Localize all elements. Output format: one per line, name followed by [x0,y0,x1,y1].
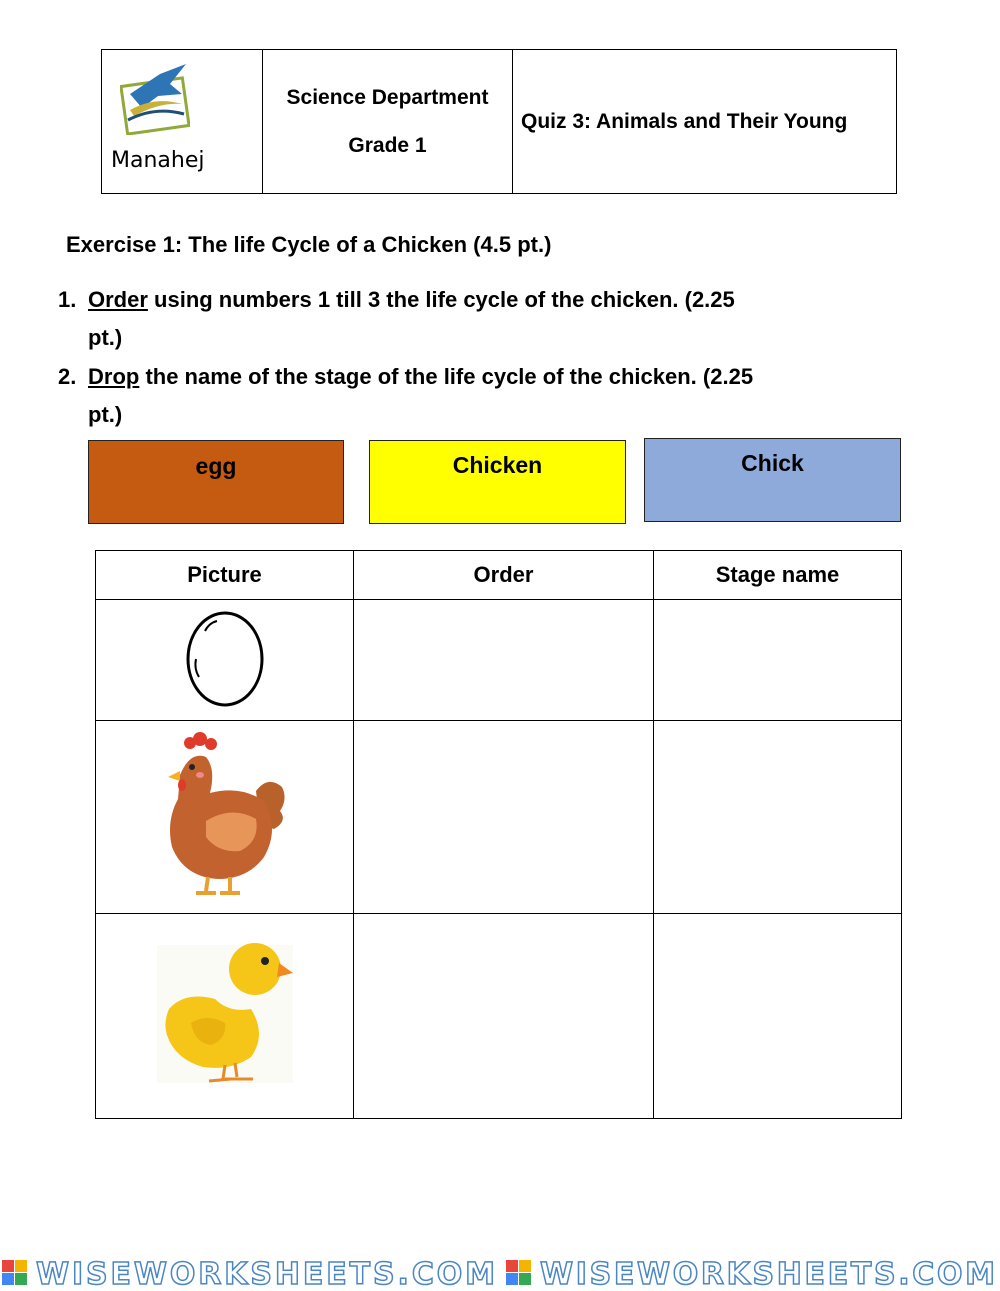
table-row [96,720,902,914]
department-cell [263,50,513,194]
stage-name-drop-zone[interactable] [654,720,902,914]
order-drop-zone[interactable] [354,600,654,720]
drag-option-chicken[interactable]: Chicken [369,440,626,524]
watermark-logo-icon [2,1260,27,1285]
logo-label: Manahej [111,148,205,173]
stage-name-drop-zone[interactable] [654,600,902,720]
chick-icon [155,939,295,1089]
logo-cell [102,50,263,194]
picture-cell [96,600,354,720]
question-2-number: 2. [58,364,77,389]
question-1-text-continued: pt.) [88,325,123,350]
question-1 [58,281,868,357]
wiseworksheets-watermark [2,1254,998,1290]
drag-option-egg[interactable]: egg [88,440,344,524]
manahej-logo-icon [120,60,190,135]
order-drop-zone[interactable] [354,720,654,914]
header-stage-name: Stage name [654,551,902,600]
life-cycle-table [95,550,902,1119]
question-1-number: 1. [58,287,77,312]
header-picture: Picture [96,551,354,600]
watermark-logo-icon [506,1260,531,1285]
question-1-keyword: Order [88,287,148,312]
question-1-text: using numbers 1 till 3 the life cycle of the chicken. (2.25 [147,287,735,312]
watermark-text-repeat: WISEWORKSHEETS.COM [540,1257,996,1290]
stage-name-drop-zone[interactable] [654,914,902,1119]
picture-cell [96,720,354,914]
watermark-text: WISEWORKSHEETS.COM [36,1257,496,1290]
department-name: Science Department [286,85,489,109]
grade-label: Grade 1 [348,133,427,157]
question-2 [58,358,888,434]
picture-cell [96,914,354,1119]
question-2-keyword: Drop [88,364,140,389]
question-2-text: the name of the stage of the life cycle of the chicken. (2.25 [139,364,754,389]
header-order: Order [354,551,654,600]
drag-option-chick[interactable]: Chick [644,438,901,522]
order-drop-zone[interactable] [354,914,654,1119]
table-row [96,600,902,720]
header-table [101,49,897,194]
table-row [96,914,902,1119]
exercise-title: Exercise 1: The life Cycle of a Chicken (4.5 pt.) [66,232,552,257]
question-2-text-continued: pt.) [88,402,123,427]
hen-icon [160,729,290,899]
egg-icon [183,607,267,707]
quiz-title: Quiz 3: Animals and Their Young [513,50,897,194]
